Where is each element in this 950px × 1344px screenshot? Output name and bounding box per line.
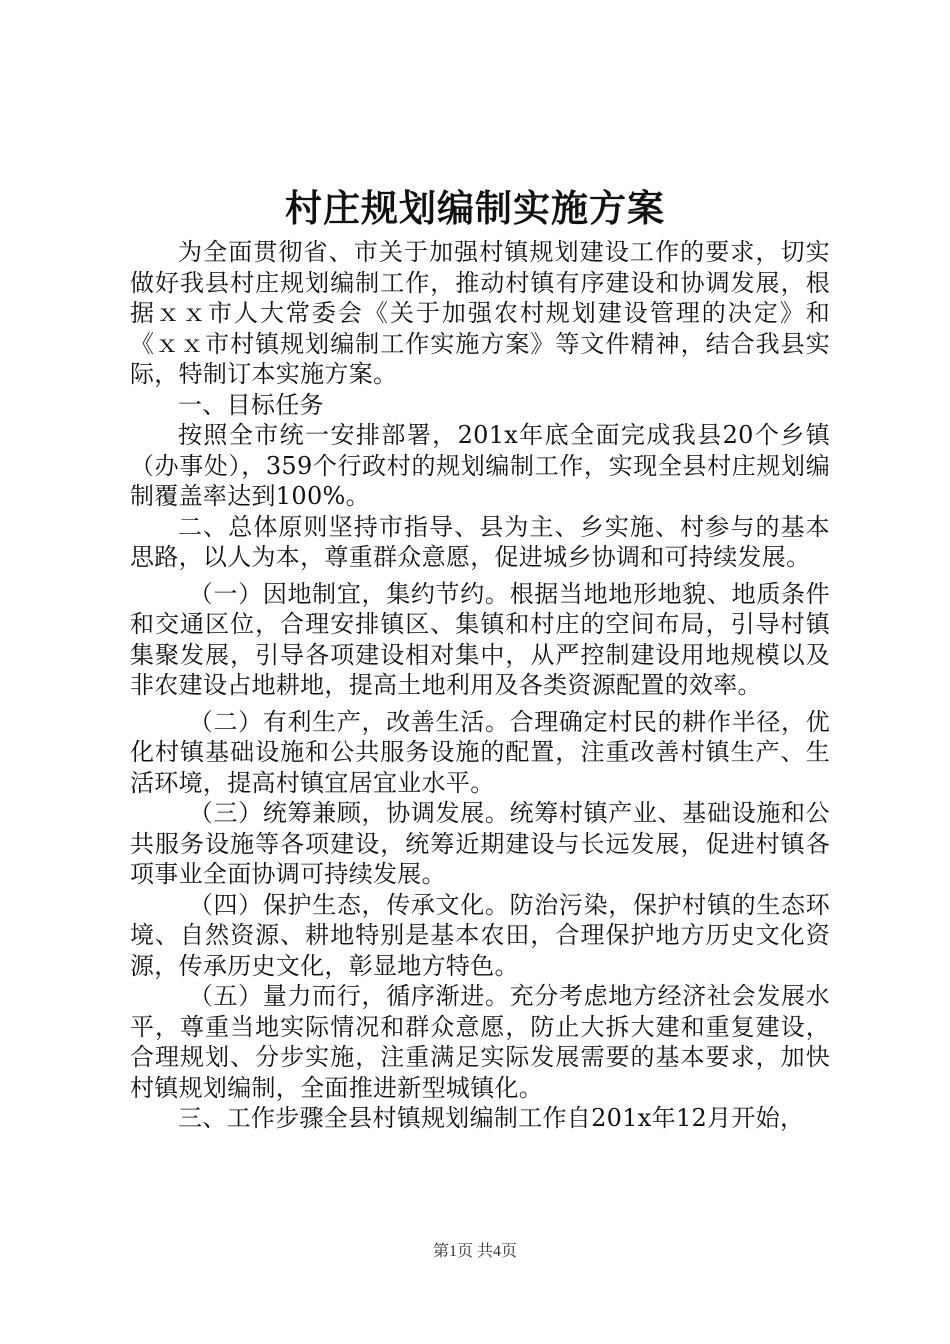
section-heading-steps: 三、工作步骤全县村镇规划编制工作自201x年12月开始， bbox=[178, 1104, 805, 1132]
principle-4-paragraph: （四）保护生态，传承文化。防治污染，保护村镇的生态环境、自然资源、耕地特别是基本农田，合理保护地方历史文化资源，传承历史文化，彰显地方特色。 bbox=[130, 890, 830, 980]
principle-1-paragraph: （一）因地制宜，集约节约。根据当地地形地貌、地质条件和交通区位，合理安排镇区、集镇和村庄的空间布局，引导村镇集聚发展，引导各项建设相对集中，从严控制建设用地规模以及非农建设占地耕地，提高土地利用及各类资源配置的效率。 bbox=[130, 579, 830, 699]
document-title: 村庄规划编制实施方案 bbox=[285, 186, 665, 230]
document-body bbox=[130, 237, 830, 1134]
section-heading-goals: 一、目标任务 bbox=[178, 390, 324, 419]
page-number-footer: 第1页 共4页 bbox=[432, 1243, 517, 1260]
goals-paragraph: 按照全市统一安排部署，201x年底全面完成我县20个乡镇（办事处），359个行政村的规划编制工作，实现全县村庄规划编制覆盖率达到100%。 bbox=[130, 421, 830, 510]
section-heading-principles: 二、总体原则坚持市指导、县为主、乡实施、村参与的基本思路，以人为本，尊重群众意愿，促进城乡协调和可持续发展。 bbox=[130, 512, 830, 571]
principle-3-paragraph: （三）统筹兼顾，协调发展。统筹村镇产业、基础设施和公共服务设施等各项建设，统筹近期建设与长远发展，促进村镇各项事业全面协调可持续发展。 bbox=[130, 799, 830, 888]
principle-5-paragraph: （五）量力而行，循序渐进。充分考虑地方经济社会发展水平，尊重当地实际情况和群众意愿，防止大拆大建和重复建设，合理规划、分步实施，注重满足实际发展需要的基本要求，加快村镇规划编制，全面推进新型城镇化。 bbox=[130, 982, 830, 1102]
principle-2-paragraph: （二）有利生产，改善生活。合理确定村民的耕作半径，优化村镇基础设施和公共服务设施的配置，注重改善村镇生产、生活环境，提高村镇宜居宜业水平。 bbox=[130, 707, 830, 797]
intro-paragraph: 为全面贯彻省、市关于加强村镇规划建设工作的要求，切实做好我县村庄规划编制工作，推动村镇有序建设和协调发展，根据ｘｘ市人大常委会《关于加强农村规划建设管理的决定》和《ｘｘ市村镇规划编制工作实施方案》等文件精神，结合我县实际，特制订本实施方案。 bbox=[130, 238, 830, 388]
